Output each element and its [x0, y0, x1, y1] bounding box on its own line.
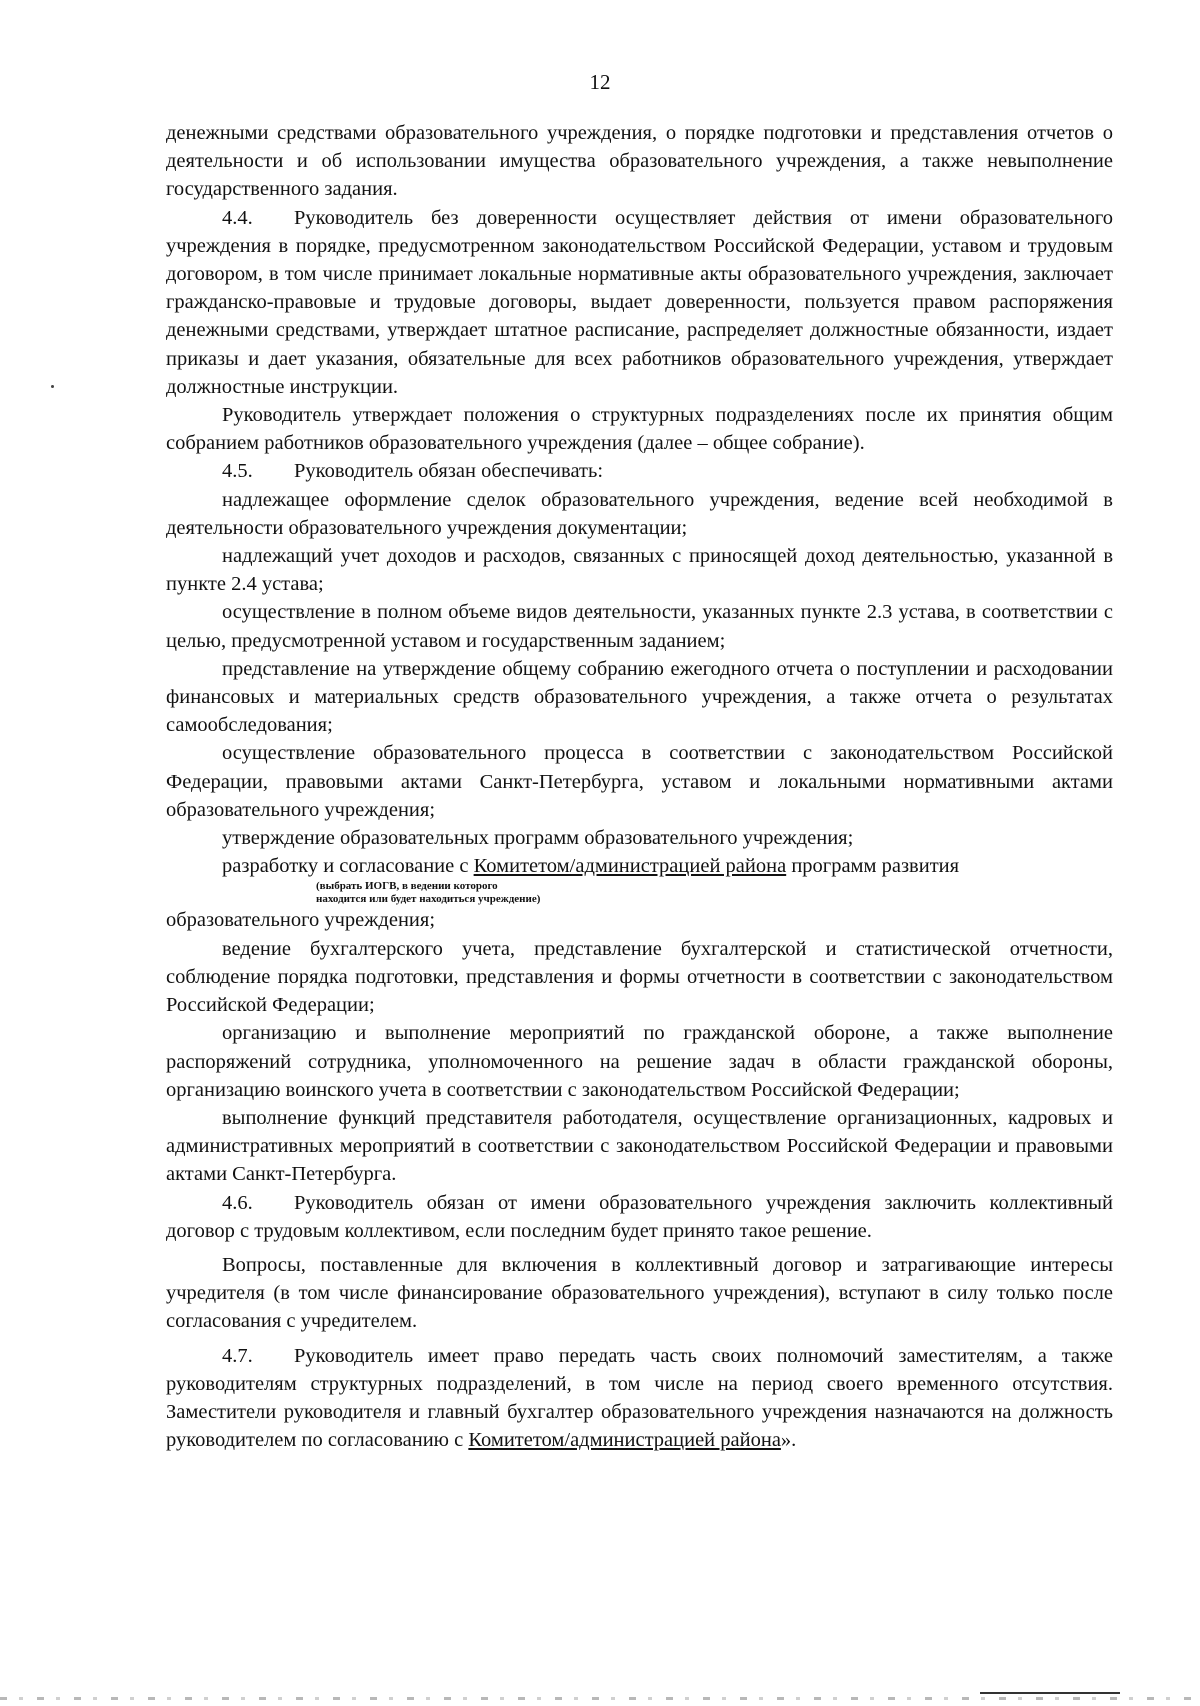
placeholder-authority: Комитетом/администрацией района: [473, 855, 787, 878]
paragraph-4-4: [166, 204, 1113, 401]
paragraph-text: разработку и согласование с: [222, 855, 474, 878]
clause-number: 4.5.: [222, 460, 253, 483]
paragraph: ведение бухгалтерского учета, представление бухгалтерской и статистической отчетности, соблюдение порядка подготовки, представления и формы отчетности в соответствии с законодательством Российской Федерации;: [166, 937, 1113, 1017]
paragraph: осуществление в полном объеме видов деятельности, указанных пункте 2.3 устава, в соответствии с целью, предусмотренной уставом и государственным заданием;: [166, 601, 1113, 652]
footnote-hint: [166, 880, 1113, 906]
paragraph-text: Руководитель имеет право передать часть своих полномочий заместителям, а также руководителям структурных подразделений, в том числе на период своего временного отсутствия. Заместители руководителя и главный бухгалтер образовательного учреждения назначаются на должность руководителем по согласованию с: [166, 1344, 1113, 1452]
paragraph: образовательного учреждения;: [166, 909, 436, 932]
footnote-line: (выбрать ИОГВ, в ведении которого: [316, 880, 498, 893]
paragraph-text: ».: [780, 1429, 797, 1452]
document-body: [166, 119, 1113, 1454]
paragraph-4-7: [166, 1342, 1113, 1455]
paragraph: представление на утверждение общему собранию ежегодного отчета о поступлении и расходовании финансовых и материальных средств образовательного учреждения, а также отчета о результатах самообследования;: [166, 657, 1113, 737]
paragraph-text: Руководитель обязан от имени образовательного учреждения заключить коллективный договор с трудовым коллективом, если последним будет принято такое решение.: [166, 1191, 1113, 1242]
paragraph-4-5: [166, 457, 1113, 485]
page-number: 12: [589, 70, 611, 94]
paragraph-text: программ развития: [786, 855, 960, 878]
paragraph: утверждение образовательных программ образовательного учреждения;: [222, 827, 854, 850]
paragraph-text: Руководитель без доверенности осуществляет действия от имени образовательного учреждения в порядке, предусмотренном законодательством Российской Федерации, уставом и трудовым договором, в том числе принимает локальные нормативные акты образовательного учреждения, заключает гражданско-правовые и трудовые договоры, выдает доверенности, пользуется правом распоряжения денежными средствами, утверждает штатное расписание, распределяет должностные обязанности, издает приказы и дает указания, обязательные для всех работников образовательного учреждения, утверждает должностные инструкции.: [166, 206, 1113, 398]
paragraph: Вопросы, поставленные для включения в коллективный договор и затрагивающие интересы учредителя (в том числе финансирование образовательного учреждения), вступают в силу только после согласования с учредителем.: [166, 1253, 1113, 1333]
paragraph: организацию и выполнение мероприятий по гражданской обороне, а также выполнение распоряжений сотрудника, уполномоченного на решение задач в области гражданской обороны, организацию воинского учета в соответствии с законодательством Российской Федерации;: [166, 1022, 1113, 1101]
clause-number: 4.6.: [222, 1191, 253, 1214]
scan-edge-line: [980, 1692, 1120, 1694]
footnote-line: находится или будет находиться учреждение): [316, 893, 541, 906]
clause-number: 4.4.: [222, 206, 253, 229]
paragraph-4-6: [166, 1189, 1113, 1245]
scan-edge-noise: [0, 1697, 1200, 1700]
paragraph: надлежащее оформление сделок образовательного учреждения, ведение всей необходимой в деятельности образовательного учреждения документации;: [166, 488, 1113, 539]
paragraph-development-programs: [166, 852, 1113, 880]
paragraph: осуществление образовательного процесса в соответствии с законодательством Российской Федерации, правовыми актами Санкт-Петербурга, уставом и локальными нормативными актами образовательного учреждения;: [166, 742, 1113, 821]
paragraph: выполнение функций представителя работодателя, осуществление организационных, кадровых и административных мероприятий в соответствии с законодательством Российской Федерации и правовыми актами Санкт-Петербурга.: [166, 1106, 1113, 1186]
scan-speck: [51, 385, 54, 388]
placeholder-authority: Комитетом/администрацией района: [468, 1429, 781, 1452]
clause-number: 4.7.: [222, 1344, 253, 1367]
paragraph-text: Руководитель обязан обеспечивать:: [294, 460, 604, 483]
paragraph: Руководитель утверждает положения о структурных подразделениях после их принятия общим собранием работников образовательного учреждения (далее – общее собрание).: [166, 404, 1113, 455]
paragraph: надлежащий учет доходов и расходов, связанных с приносящей доход деятельностью, указанной в пункте 2.4 устава;: [166, 545, 1113, 596]
paragraph: денежными средствами образовательного учреждения, о порядке подготовки и представления отчетов о деятельности и об использовании имущества образовательного учреждения, а также невыполнение государственного задания.: [166, 122, 1113, 201]
